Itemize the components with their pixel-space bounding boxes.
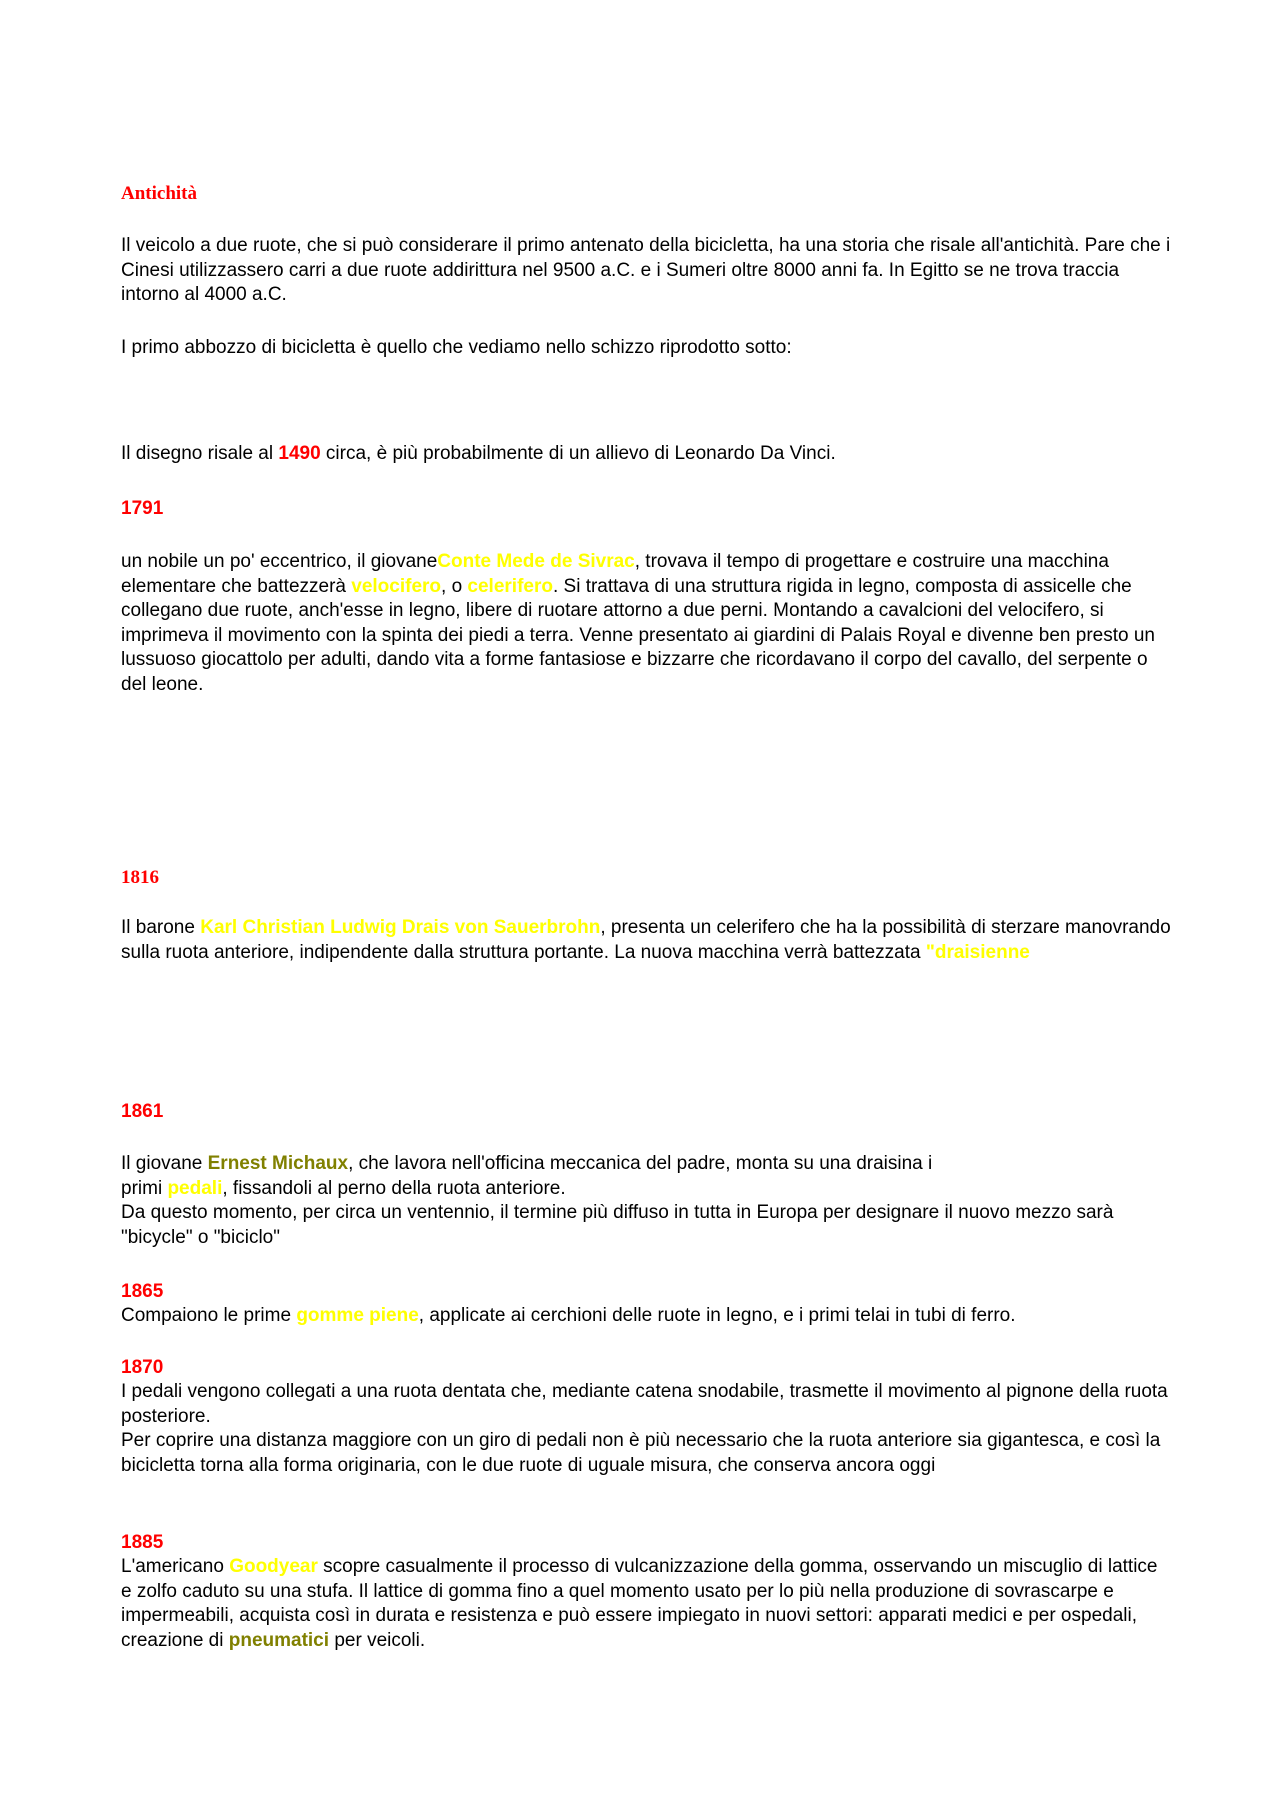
term-celerifero: celerifero bbox=[467, 575, 553, 597]
name-ernest-michaux: Ernest Michaux bbox=[207, 1153, 349, 1174]
paragraph-1865: Compaiono le prime gomme piene, applicate ai cerchioni delle ruote in legno, e i primi telai in tubi di ferro. bbox=[121, 1305, 1016, 1326]
paragraph-disegno: Il disegno risale al 1490 circa, è più probabilmente di un allievo di Leonardo Da Vinci. bbox=[121, 443, 836, 464]
name-goodyear: Goodyear bbox=[229, 1556, 318, 1577]
term-draisienne: "draisienne bbox=[925, 941, 1030, 963]
term-pneumatici: pneumatici bbox=[228, 1629, 330, 1651]
heading-1870: 1870 bbox=[121, 1357, 164, 1378]
heading-1791: 1791 bbox=[121, 498, 164, 519]
year-1490: 1490 bbox=[278, 443, 321, 464]
paragraph-1816: Il barone Karl Christian Ludwig Drais von Sauerbrohn, presenta un celerifero che ha la possibilità di sterzare manovrando sulla ruota anteriore, indipendente dalla struttura portante. La nuova macchina verrà battezzata "draisienne bbox=[121, 917, 1171, 963]
heading-1816: 1816 bbox=[121, 867, 159, 888]
term-pedali: pedali bbox=[167, 1177, 223, 1199]
term-gomme-piene: gomme piene bbox=[296, 1305, 419, 1326]
paragraph-1861: Il giovane Ernest Michaux, che lavora nell'officina meccanica del padre, monta su una draisina i primi pedali, fissandoli al perno della ruota anteriore. Da questo momento, per circa un ventennio, il termine più diffuso in tutta in Europa per designare il nuovo mezzo sarà "bicycle" o "biciclo" bbox=[121, 1153, 1114, 1248]
paragraph-antichita-intro: Il veicolo a due ruote, che si può considerare il primo antenato della bicicletta, ha una storia che risale all'antichità. Pare che i Cinesi utilizzassero carri a due ruote addirittura nel 9500 a.C. e i Sumeri oltre 8000 anni fa. In Egitto se ne trova traccia intorno al 4000 a.C. bbox=[121, 235, 1171, 305]
heading-1885: 1885 bbox=[121, 1532, 164, 1553]
paragraph-1870: I pedali vengono collegati a una ruota dentata che, mediante catena snodabile, trasmette il movimento al pignone della ruota posteriore. Per coprire una distanza maggiore con un giro di pedali non è più necessario che la ruota anteriore sia gigantesca, e così la bicicletta torna alla forma originaria, con le due ruote di uguale misura, che conserva ancora oggi bbox=[121, 1381, 1168, 1476]
name-conte-mede-de-sivrac: Conte Mede de Sivrac bbox=[437, 551, 635, 572]
paragraph-1791: un nobile un po' eccentrico, il giovaneConte Mede de Sivrac, trovava il tempo di progettare e costruire una macchina elementare che battezzerà velocifero, o celerifero. Si trattava di una struttura rigida in legno, composta di assicelle che collegano due ruote, anch'esse in legno, libere di ruotare attorno a due perni. Montando a cavalcioni del velocifero, si imprimeva il movimento con la spinta dei piedi a terra. Venne presentato ai giardini di Palais Royal e divenne ben presto un lussuoso giocattolo per adulti, dando vita a forme fantasiose e bizzarre che ricordavano il corpo del cavallo, del serpente o del leone. bbox=[121, 551, 1155, 695]
heading-1865: 1865 bbox=[121, 1281, 164, 1302]
name-drais: Karl Christian Ludwig Drais von Sauerbrohn bbox=[200, 917, 601, 938]
heading-antichita: Antichità bbox=[121, 183, 197, 204]
term-velocifero: velocifero bbox=[351, 575, 442, 597]
paragraph-abbozzo: I primo abbozzo di bicicletta è quello che vediamo nello schizzo riprodotto sotto: bbox=[121, 337, 792, 358]
paragraph-1885: L'americano Goodyear scopre casualmente il processo di vulcanizzazione della gomma, osservando un miscuglio di lattice e zolfo caduto su una stufa. Il lattice di gomma fino a quel momento usato per lo più nella produzione di sovrascarpe e impermeabili, acquista così in durata e resistenza e può essere impiegato in nuovi settori: apparati medici e per ospedali, creazione di pneumatici per veicoli. bbox=[121, 1556, 1158, 1651]
heading-1861: 1861 bbox=[121, 1101, 164, 1122]
